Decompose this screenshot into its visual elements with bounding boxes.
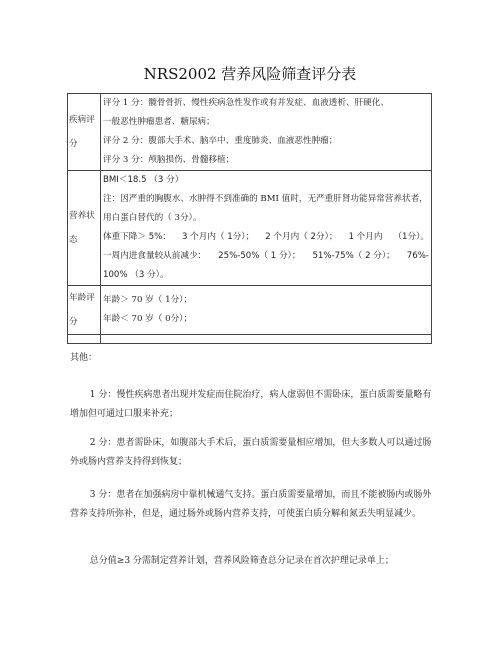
disease-score-content [101,94,432,171]
other-heading: 其他： [70,353,98,363]
albumin-note: 注：因严重的胸腹水、水肿得不到准确的 BMI 值时，无严重肝肾功能异常营养状者，用白蛋白替代的（ 3分）。 [103,194,428,223]
document-title: NRS2002 营养风险筛查评分表 [143,65,357,83]
score-1-paragraph: 1 分：慢性疾病患者出现并发症而住院治疗，病人虚弱但不需卧床，蛋白质需要量略有增加但可通过口服来补充； [70,390,432,419]
disease-score-row [68,94,432,171]
intake-reduction-part: 51%-75%（ 2 分）； [312,251,395,261]
disease-score-label: 疾病评分 [68,94,101,171]
score-2-paragraph: 2 分：患者需卧床，如腹部大手术后，蛋白质需要量相应增加，但大多数人可以通过肠外或肠内营养支持得到恢复； [70,438,432,467]
age-criterion: 年龄＜ 70 岁（ 0分）； [103,314,193,324]
disease-score-line: 评分 3 分：颅脑损伤、骨髓移植； [103,155,235,165]
disease-score-line: 评分 1 分：髋骨骨折、慢性疾病急性发作或有并发症、血液透析、肝硬化、 [103,98,389,108]
weight-loss-part: 2 个月内（ 2分）； [265,232,338,242]
nutrition-status-label: 营养状态 [68,171,101,286]
weight-loss-part: 3 个月内（ 1分）； [181,232,255,242]
age-score-content [101,286,432,335]
intake-reduction-part: 25%-50%（ 1 分）； [218,251,301,261]
disease-score-line: 一般恶性肿瘤患者、糖尿病； [103,117,215,127]
age-criterion: 年龄＞ 70 岁（ 1分）； [103,295,193,305]
nrs2002-score-table [67,93,432,344]
total-score-paragraph: 总分值≥3 分需制定营养计划，营养风险筛查总分记录在首次护理记录单上； [89,556,394,566]
intake-reduction-part: 76%- [406,251,429,261]
blank-row [68,335,432,344]
weight-loss-part: 1 个月内 [348,232,383,242]
intake-reduction-criterion [103,247,431,266]
weight-loss-criterion [103,228,431,247]
intake-reduction-part: 一周内进食量较从前减少： [103,251,207,261]
disease-score-line: 评分 2 分：腹部大手术、脑卒中、重度肺炎、血液恶性肿瘤； [103,136,338,146]
nutrition-status-row [68,171,432,286]
nutrition-status-content [101,171,432,286]
weight-loss-part: （1分）。 [393,232,429,242]
age-score-label: 年龄评分 [68,286,101,335]
intake-reduction-continued: 100% （3 分）。 [103,270,169,280]
score-3-paragraph: 3 分：患者在加强病房中靠机械通气支持。蛋白质需要量增加，而且不能被肠内或肠外营养支持所弥补，但是，通过肠外或肠内营养支持，可使蛋白质分解和氮丢失明显减少。 [70,490,432,519]
bmi-criterion: BMI＜18.5 （3 分） [103,175,184,185]
age-score-row [68,286,432,335]
blank-cell [68,335,101,344]
blank-cell [101,335,432,344]
weight-loss-part: 体重下降＞ 5%： [103,232,171,242]
